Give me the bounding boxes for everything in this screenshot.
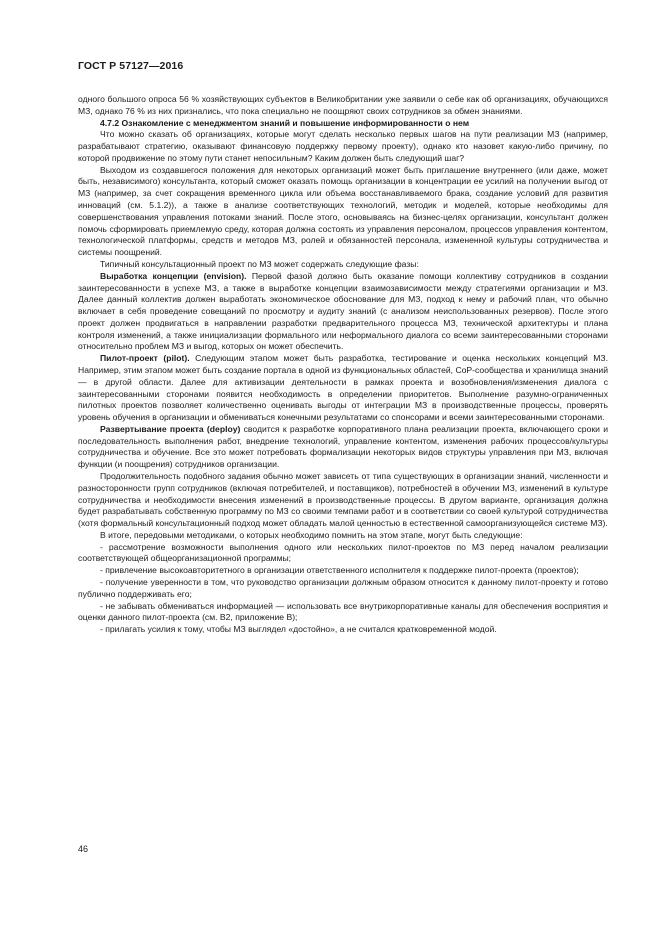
term-pilot: Пилот-проект (pilot). xyxy=(100,353,190,364)
paragraph: В итоге, передовыми методиками, о которых необходимо помнить на этом этапе, могут быть следующие: xyxy=(100,529,523,540)
paragraph-deploy xyxy=(78,424,608,471)
list-item: - рассмотрение возможности выполнения одного или нескольких пилот-проектов по МЗ перед началом реализации соответствующей общеорганизационной программы; xyxy=(78,541,608,564)
paragraph-pilot xyxy=(78,353,608,424)
list-item: - привлечение высокоавторитетного в организации ответственного исполнителя к поддержке пилот-проекта (проектов); xyxy=(100,565,579,576)
list-item: - прилагать усилия к тому, чтобы МЗ выглядел «достойно», а не считался кратковременной модой. xyxy=(100,624,497,635)
paragraph-text: сводится к разработке корпоративного плана реализации проекта, включающего сроки и последовательность выполнения работ, внедрение технологий, управление контентом, изменения рабочих процессов/культуры сотрудничества и обучение. Все это может потребовать формализации некоторых видов структуры управления при МЗ, включая функции (и поощрения) сотрудников организации. xyxy=(78,423,609,470)
list-item: - не забывать обмениваться информацией — использовать все внутрикорпоративные каналы для обеспечения восприятия и оценки данного пилот-проекта (см. В2, приложение В); xyxy=(78,600,608,623)
term-envision: Выработка концепции (envision). xyxy=(100,270,247,281)
list-item: - получение уверенности в том, что руководство организации должным образом относится к данному пилот-проекту и готово публично поддерживать его; xyxy=(78,577,608,599)
page-number: 46 xyxy=(78,844,89,854)
paragraph-text: Следующим этапом может быть разработка, тестирование и оценка нескольких концепций МЗ. Например, этим этапом может быть создание портала в одной из функциональных областей, CoP-сообщества и хранилища знаний — в другой области. Далее для активизации деятельности в рамках проекта и возобновления/изменения диалога с заинтересованными сторонами появится необходимость в определении приоритетов. Выполнение разумно-ограниченных пилотных проектов позволяет количественно оценивать выгоды от интеграции МЗ в производственные процессы, проверять уровень обучения в организации и обмениваться конечными результатами со спонсорами и всеми заинтересованными сторонами. xyxy=(78,353,608,423)
paragraph: Выходом из создавшегося положения для некоторых организаций может быть приглашение внутреннего (или даже, может быть, независимого) консультанта, который сможет оказать помощь организации в концентрации ее усилий на получении выгод от МЗ (например, за счет сокращения временного цикла или объема восстанавливаемого брака, создание условий для развития инноваций (см. 5.1.2)), а также в анализе соответствующих технологий, методик и моделей, которые необходимы для совершенствования управления потоками знаний. После этого, основываясь на бизнес-целях организации, консультант должен помочь сформировать приемлемую среду, которая должна состоять из управления персоналом, процессов управления контентом, технологической платформы, средств и методов МЗ, ролей и обязанностей персонала, измененной культуры сотрудничества и системы поощрений. xyxy=(78,164,608,258)
paragraph-envision xyxy=(78,271,608,353)
paragraph: Продолжительность подобного задания обычно может зависеть от типа существующих в организации знаний, численности и разносторонности групп сотрудников (включая потребителей, и поставщиков), потребностей в обучении МЗ, изменений в культуре сотрудничества и необходимости внесения изменений в производственные процессы. В другом варианте, организация должна будет разрабатывать собственную программу по МЗ со своими темпами работ и в соответствии со своей культурой сотрудничества (хотя формальный консультационный подход может обладать малой ценностью в естественной самоорганизующейся системе МЗ). xyxy=(78,471,608,529)
paragraph: Типичный консультационный проект по МЗ может содержать следующие фазы: xyxy=(100,258,419,269)
paragraph-text: Первой фазой должно быть оказание помощи коллективу сотрудников в создании заинтересованности в успехе МЗ, а также в выработке концепции взаимозависимости между стратегиями организации и МЗ. Далее данный коллектив должен выработать экономическое обоснование для МЗ, подход к нему и рабочий план, что обычно включает в себя проведение совещаний по просмотру и аудиту знаний (с анализом неиспользованных резервов). После этого проект должен продвигаться в направлении разработки предварительного процесса МЗ, технической архитектуры и плана контроля изменений, а также инициализации формального или неформального диалога со всеми заинтересованными сторонами относительно проблем МЗ и выгод, которых он может обеспечить. xyxy=(78,270,609,352)
paragraph-continuation: одного большого опроса 56 % хозяйствующих субъектов в Великобритании уже заявили о себе как об организациях, обучающихся МЗ, однако 76 % из них признались, что пока специально не поощряют своих сотрудников за обмен знаниями. xyxy=(78,94,608,116)
paragraph: Что можно сказать об организациях, которые могут сделать несколько первых шагов на пути реализации МЗ (например, разрабатывают стратегию, оказывают финансовую поддержку первому проекту), однако кто назовет какую-либо причину, по которой продвижение по этому пути станет непосильным? Каким должен быть следующий шаг? xyxy=(78,129,608,163)
section-heading-4-7-2: 4.7.2 Ознакомление с менеджментом знаний и повышение информированности о нем xyxy=(100,117,470,128)
document-header: ГОСТ Р 57127—2016 xyxy=(78,60,184,72)
body-text xyxy=(78,94,608,636)
term-deploy: Развертывание проекта (deploy) xyxy=(100,423,241,434)
